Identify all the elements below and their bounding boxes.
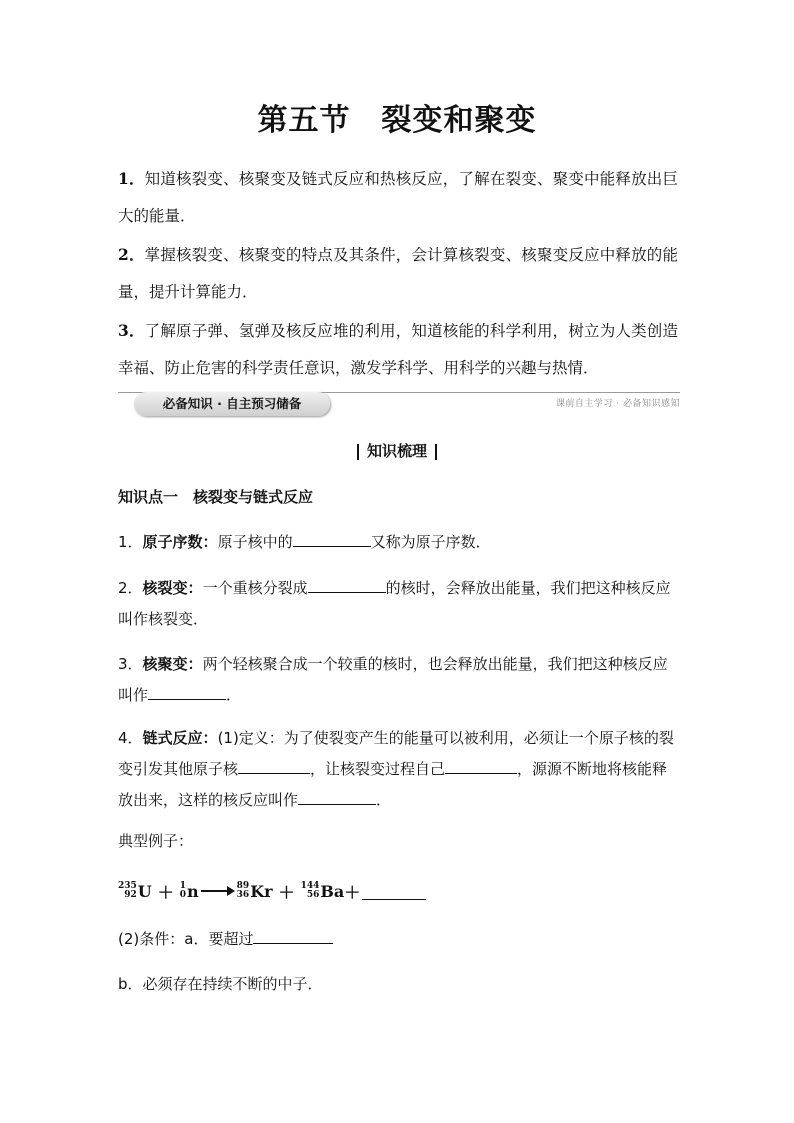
item-text: ． xyxy=(376,791,392,809)
item-text: (1)定义：为了使裂变产生的能量可以被利用，必须让一个原子核的裂变引发其他原子核 xyxy=(118,729,674,778)
item-number: 4． xyxy=(118,729,143,747)
condition-text: (2)条件：a．要超过 xyxy=(118,930,254,948)
isotope-indices xyxy=(118,882,137,900)
condition-a xyxy=(118,924,333,955)
element-symbol: U xyxy=(137,881,152,901)
fill-blank[interactable] xyxy=(148,681,226,700)
objective-number: 2． xyxy=(118,245,145,264)
uranium-nuclide xyxy=(118,882,152,901)
isotope-indices xyxy=(301,882,320,900)
item-text: 一个重核分裂成 xyxy=(202,579,308,597)
atomic-number: 92 xyxy=(124,890,137,900)
fill-blank[interactable] xyxy=(445,755,517,774)
example-label: 典型例子： xyxy=(118,832,194,850)
item-label: 核聚变： xyxy=(142,655,203,673)
atomic-number: 0 xyxy=(179,890,187,900)
element-symbol: n xyxy=(187,881,199,901)
page-title: 第五节 裂变和聚变 xyxy=(257,103,537,138)
objective-3 xyxy=(118,312,678,387)
mass-number: 1 xyxy=(179,881,187,891)
banner-label: 必备知识 · 自主预习储备 xyxy=(134,392,330,416)
objective-text: 了解原子弹、氢弹及核反应堆的利用，知道核能的科学利用，树立为人类创造幸福、防止危害的科学责任意识，激发学科学、用科学的兴趣与热情． xyxy=(118,322,678,377)
mass-number: 89 xyxy=(236,881,250,891)
heading-bar-right xyxy=(435,444,437,460)
item-text: 两个轻核聚合成一个较重的核时，也会释放出能量，我们把这种核反应叫作 xyxy=(118,655,668,704)
item-atomic-number xyxy=(118,527,678,558)
item-label: 链式反应： xyxy=(142,729,218,747)
item-text: ． xyxy=(226,686,242,704)
item-chain-reaction xyxy=(118,723,678,816)
item-number: 1． xyxy=(118,533,143,551)
reaction-arrow-icon xyxy=(201,886,235,896)
knowledge-point-heading: 知识点一 核裂变与链式反应 xyxy=(118,488,314,506)
plus-sign: ＋ xyxy=(344,882,361,902)
fission-equation xyxy=(118,876,426,906)
element-symbol: Kr xyxy=(250,881,273,901)
item-nuclear-fission xyxy=(118,573,678,635)
plus-sign: ＋ xyxy=(157,882,174,902)
item-label: 核裂变： xyxy=(142,579,203,597)
krypton-nuclide xyxy=(237,882,273,901)
objective-number: 3． xyxy=(118,321,145,340)
heading-bar-left xyxy=(357,444,359,460)
condition-b: b．必须存在持续不断的中子． xyxy=(118,975,323,993)
atomic-number: 56 xyxy=(306,890,320,900)
fill-blank[interactable] xyxy=(362,883,426,900)
item-text: ，让核裂变过程自己 xyxy=(310,760,446,778)
fill-blank[interactable] xyxy=(293,528,371,547)
fill-blank[interactable] xyxy=(308,574,386,593)
item-text: 的核时，会释放出能量，我们把这种核反应叫作核裂变． xyxy=(118,579,671,628)
fill-blank[interactable] xyxy=(298,786,376,805)
item-label: 原子序数： xyxy=(142,533,218,551)
objective-text: 知道核裂变、核聚变及链式反应和热核反应，了解在裂变、聚变中能释放出巨大的能量． xyxy=(118,170,678,225)
fill-blank[interactable] xyxy=(253,925,333,944)
objective-text: 掌握核裂变、核聚变的特点及其条件，会计算核裂变、核聚变反应中释放的能量，提升计算能力． xyxy=(118,246,678,301)
fill-blank[interactable] xyxy=(238,755,310,774)
objective-2 xyxy=(118,236,678,311)
item-text: ，源源不断地将核能释放出来，这样的核反应叫作 xyxy=(118,760,668,809)
section-heading xyxy=(0,440,794,461)
banner-subtitle: 课前自主学习 · 必备知识感知 xyxy=(555,399,680,409)
isotope-indices xyxy=(180,882,186,900)
item-text: 原子核中的 xyxy=(217,533,293,551)
item-number: 2． xyxy=(118,579,143,597)
item-number: 3． xyxy=(118,655,143,673)
atomic-number: 36 xyxy=(236,890,250,900)
mass-number: 144 xyxy=(300,881,320,891)
item-text: 又称为原子序数． xyxy=(370,533,491,551)
item-nuclear-fusion xyxy=(118,649,678,711)
mass-number: 235 xyxy=(118,881,137,891)
element-symbol: Ba xyxy=(320,881,345,901)
section-heading-text: 知识梳理 xyxy=(366,442,427,460)
plus-sign: ＋ xyxy=(278,882,295,902)
barium-nuclide xyxy=(301,882,345,901)
section-banner xyxy=(118,389,680,417)
isotope-indices xyxy=(237,882,250,900)
neutron-nuclide xyxy=(180,882,199,901)
objective-1 xyxy=(118,160,678,235)
objective-number: 1． xyxy=(118,169,145,188)
